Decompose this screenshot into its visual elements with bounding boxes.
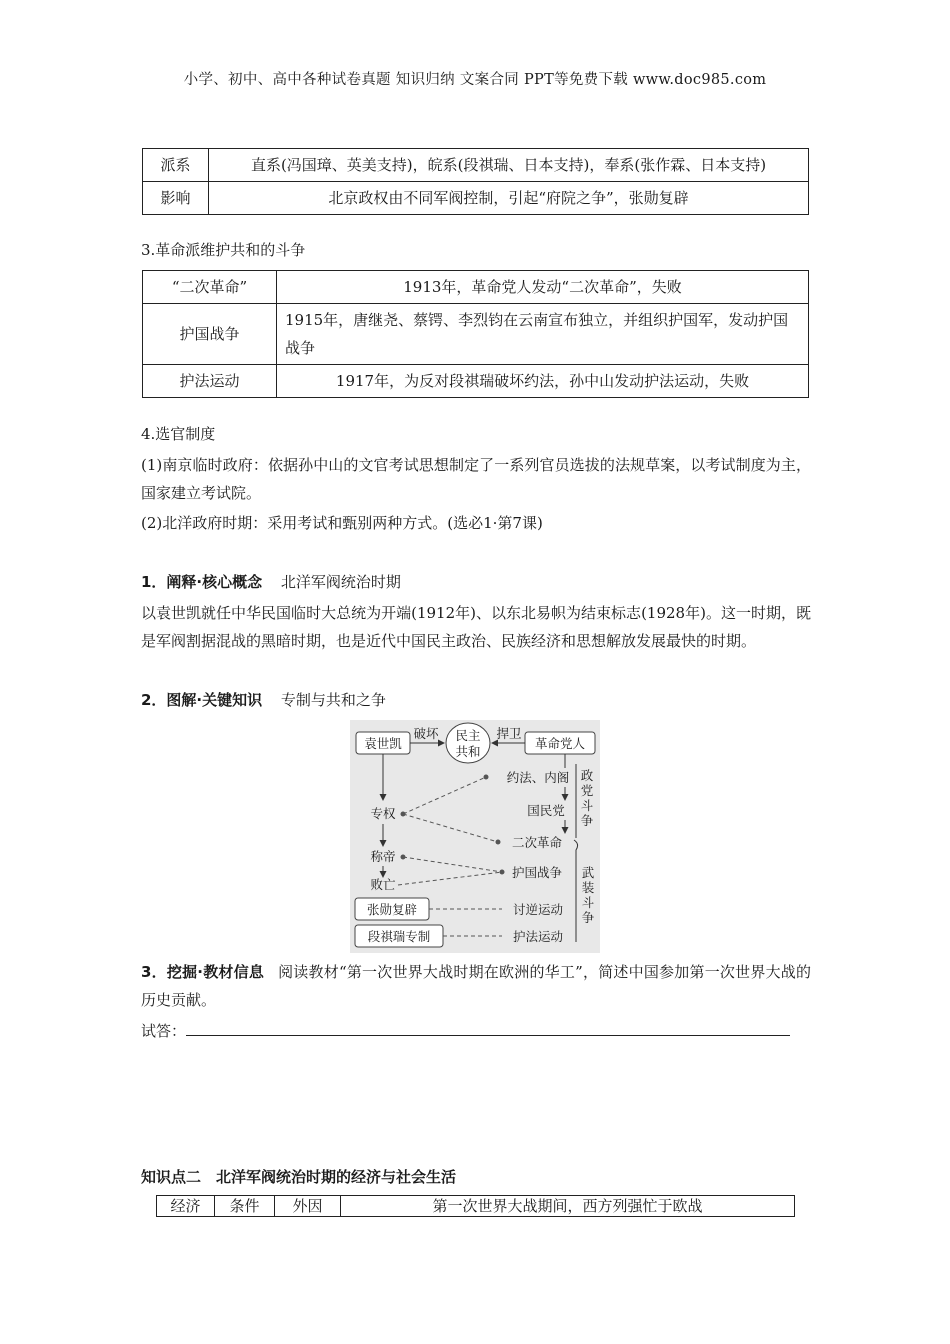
pohuai-label: 破坏 bbox=[413, 726, 439, 741]
answer-line[interactable] bbox=[186, 1017, 790, 1036]
table-row bbox=[143, 149, 809, 182]
table-cell: “二次革命” bbox=[143, 271, 277, 304]
paragraph: (2)北洋政府时期：采用考试和甄别两种方式。(选必1·第7课) bbox=[141, 514, 543, 532]
gonghe-label: 共和 bbox=[455, 744, 481, 759]
dashed-link bbox=[403, 857, 502, 872]
erci-label: 二次革命 bbox=[511, 835, 563, 850]
table-cell: 外因 bbox=[275, 1196, 341, 1217]
autocracy-republic-diagram bbox=[350, 720, 600, 953]
concept-body: 以袁世凯就任中华民国临时大总统为开端(1912年)、以东北易帜为结束标志(1928年)。这一时期，既是军阀割据混战的黑暗时期，也是近代中国民主政治、民族经济和思想解放发展最快的时期。 bbox=[141, 604, 811, 650]
concept-heading bbox=[141, 568, 811, 596]
concept-title: 1．阐释·核心概念 bbox=[141, 573, 263, 591]
yuan-label: 袁世凯 bbox=[364, 736, 402, 751]
concept-subtitle: 北洋军阀统治时期 bbox=[280, 573, 401, 591]
hanwei-label: 捍卫 bbox=[496, 726, 522, 741]
huguo-label: 护国战争 bbox=[511, 865, 563, 880]
wuzhuang-char: 争 bbox=[581, 910, 595, 925]
zhengdang-char: 政 bbox=[580, 768, 594, 783]
economy-table bbox=[156, 1195, 795, 1217]
guomin-label: 国民党 bbox=[527, 803, 565, 818]
zhuanquan-label: 专权 bbox=[370, 806, 396, 821]
table-row bbox=[143, 304, 809, 365]
table-cell: 派系 bbox=[143, 149, 209, 182]
wuzhuang-char: 武 bbox=[581, 865, 595, 880]
minzhu-label: 民主 bbox=[455, 728, 481, 743]
baiwang-label: 败亡 bbox=[370, 877, 396, 892]
diagram-svg bbox=[350, 720, 600, 953]
taoni-label: 讨逆运动 bbox=[512, 902, 564, 917]
table-row bbox=[143, 182, 809, 215]
table-cell: 条件 bbox=[215, 1196, 275, 1217]
table-cell: 北京政权由不同军阀控制，引起“府院之争”，张勋复辟 bbox=[209, 182, 809, 215]
section-heading: 3.革命派维护共和的斗争 bbox=[141, 241, 306, 259]
geming-label: 革命党人 bbox=[534, 736, 586, 751]
mining-title: 3．挖掘·教材信息 bbox=[141, 963, 265, 981]
dashed-link bbox=[398, 872, 502, 885]
table-cell: 1917年，为反对段祺瑞破坏约法，孙中山发动护法运动，失败 bbox=[277, 365, 809, 398]
table-cell: 护国战争 bbox=[143, 304, 277, 365]
table-cell: 第一次世界大战期间，西方列强忙于欧战 bbox=[341, 1196, 795, 1217]
page-header: 小学、初中、高中各种试卷真题 知识归纳 文案合同 PPT等免费下载 www.doc985.com bbox=[183, 72, 767, 88]
struggle-table bbox=[142, 270, 809, 398]
dashed-link bbox=[403, 814, 498, 842]
table-row bbox=[143, 365, 809, 398]
chengdi-label: 称帝 bbox=[370, 849, 396, 864]
table-cell: 1915年，唐继尧、蔡锷、李烈钧在云南宣布独立，并组织护国军，发动护国战争 bbox=[277, 304, 809, 365]
paragraph: (1)南京临时政府：依据孙中山的文官考试思想制定了一系列官员选拔的法规草案，以考试制度为主，国家建立考试院。 bbox=[141, 456, 811, 502]
hufa-label: 护法运动 bbox=[512, 929, 564, 944]
diagram-subtitle: 专制与共和之争 bbox=[280, 691, 386, 709]
diagram-heading bbox=[141, 686, 811, 714]
section-heading: 4.选官制度 bbox=[141, 425, 216, 443]
table-cell: 经济 bbox=[157, 1196, 215, 1217]
table-row bbox=[157, 1196, 795, 1217]
answer-label: 试答： bbox=[141, 1022, 187, 1040]
bracket-line bbox=[574, 840, 578, 942]
yuefa-label: 约法、内阁 bbox=[506, 770, 570, 785]
zhangxun-label: 张勋复辟 bbox=[366, 902, 418, 917]
duan-label: 段祺瑞专制 bbox=[367, 929, 431, 944]
diagram-title: 2．图解·关键知识 bbox=[141, 691, 263, 709]
table-cell: 1913年，革命党人发动“二次革命”，失败 bbox=[277, 271, 809, 304]
table-cell: 护法运动 bbox=[143, 365, 277, 398]
mining-body: 阅读教材“第一次世界大战时期在欧洲的华工”，简述中国参加第一次世界大战的历史贡献。 bbox=[141, 963, 812, 1009]
wuzhuang-char: 装 bbox=[581, 880, 595, 895]
zhengdang-char: 党 bbox=[580, 783, 594, 798]
wuzhuang-char: 斗 bbox=[581, 895, 595, 910]
table-cell: 影响 bbox=[143, 182, 209, 215]
factions-table bbox=[142, 148, 809, 215]
table-cell: 直系(冯国璋、英美支持)，皖系(段祺瑞、日本支持)，奉系(张作霖、日本支持) bbox=[209, 149, 809, 182]
dashed-link bbox=[403, 777, 486, 814]
zhengdang-char: 斗 bbox=[580, 798, 594, 813]
zhengdang-char: 争 bbox=[580, 813, 594, 828]
answer-row bbox=[141, 1017, 811, 1045]
knowledge-heading: 知识点二 北洋军阀统治时期的经济与社会生活 bbox=[141, 1168, 457, 1186]
table-row bbox=[143, 271, 809, 304]
mining-section bbox=[141, 958, 811, 1014]
